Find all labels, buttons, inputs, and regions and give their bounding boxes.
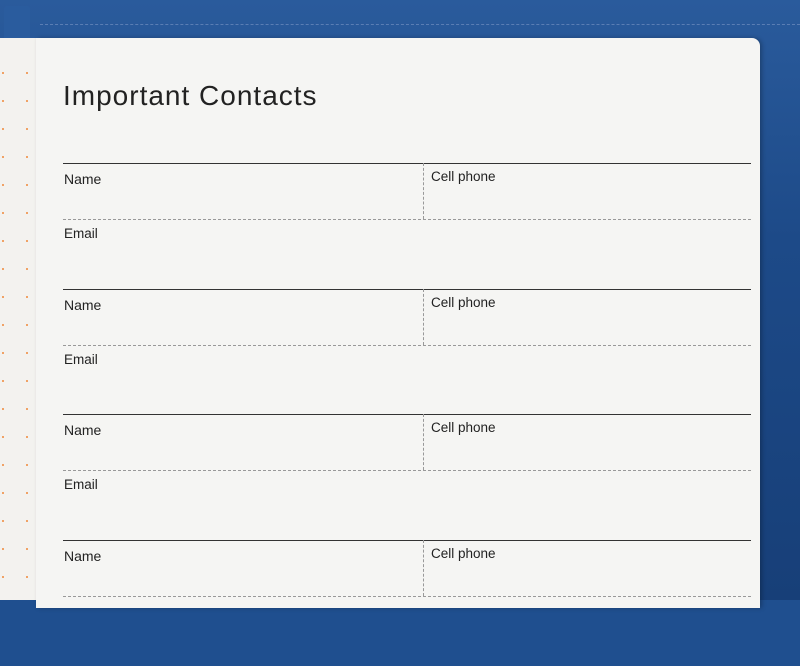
grid-dot bbox=[2, 380, 4, 382]
grid-dot bbox=[26, 268, 28, 270]
cell-phone-field-label[interactable]: Cell phone bbox=[431, 546, 496, 561]
grid-dot bbox=[2, 352, 4, 354]
email-field-label[interactable]: Email bbox=[64, 352, 98, 367]
grid-dot bbox=[2, 408, 4, 410]
page-title: Important Contacts bbox=[63, 80, 318, 111]
contact-entry bbox=[63, 289, 751, 415]
divider bbox=[63, 163, 751, 164]
grid-dot bbox=[2, 240, 4, 242]
grid-dot bbox=[2, 156, 4, 158]
grid-dot bbox=[26, 72, 28, 74]
contact-entry bbox=[63, 540, 751, 666]
divider bbox=[63, 470, 751, 471]
divider bbox=[423, 289, 424, 345]
name-field-label[interactable]: Name bbox=[64, 422, 102, 438]
grid-dot bbox=[2, 520, 4, 522]
grid-dot bbox=[26, 100, 28, 102]
grid-dot bbox=[2, 268, 4, 270]
grid-dot bbox=[26, 324, 28, 326]
grid-dot bbox=[26, 240, 28, 242]
grid-dot bbox=[2, 576, 4, 578]
contact-entry bbox=[63, 414, 751, 540]
divider bbox=[423, 163, 424, 219]
grid-dot bbox=[26, 464, 28, 466]
grid-dot bbox=[2, 464, 4, 466]
grid-dot bbox=[2, 72, 4, 74]
contacts-page bbox=[36, 38, 760, 608]
grid-dot bbox=[2, 184, 4, 186]
cover-stitching bbox=[40, 24, 800, 25]
divider bbox=[63, 414, 751, 415]
email-field-label[interactable]: Email bbox=[64, 477, 98, 492]
grid-dot bbox=[26, 296, 28, 298]
grid-dot bbox=[26, 128, 28, 130]
grid-dot bbox=[2, 492, 4, 494]
divider bbox=[63, 289, 751, 290]
divider bbox=[63, 345, 751, 346]
left-page-dot-grid bbox=[0, 38, 37, 600]
grid-dot bbox=[26, 184, 28, 186]
grid-dot bbox=[2, 100, 4, 102]
grid-dot bbox=[2, 436, 4, 438]
grid-dot bbox=[26, 576, 28, 578]
divider bbox=[423, 414, 424, 470]
name-field-label[interactable]: Name bbox=[64, 297, 102, 313]
grid-dot bbox=[26, 548, 28, 550]
grid-dot bbox=[26, 408, 28, 410]
grid-dot bbox=[26, 380, 28, 382]
grid-dot bbox=[2, 324, 4, 326]
grid-dot bbox=[26, 436, 28, 438]
cell-phone-field-label[interactable]: Cell phone bbox=[431, 420, 496, 435]
email-field-label[interactable]: Email bbox=[64, 226, 98, 241]
grid-dot bbox=[26, 156, 28, 158]
grid-dot bbox=[2, 296, 4, 298]
grid-dot bbox=[2, 548, 4, 550]
grid-dot bbox=[26, 352, 28, 354]
divider bbox=[63, 219, 751, 220]
divider bbox=[63, 540, 751, 541]
name-field-label[interactable]: Name bbox=[64, 548, 102, 564]
cell-phone-field-label[interactable]: Cell phone bbox=[431, 295, 496, 310]
contact-entry bbox=[63, 163, 751, 289]
elastic-strap bbox=[4, 6, 30, 40]
divider bbox=[423, 540, 424, 596]
cell-phone-field-label[interactable]: Cell phone bbox=[431, 169, 496, 184]
grid-dot bbox=[2, 128, 4, 130]
divider bbox=[63, 596, 751, 597]
grid-dot bbox=[26, 520, 28, 522]
name-field-label[interactable]: Name bbox=[64, 171, 102, 187]
grid-dot bbox=[26, 212, 28, 214]
grid-dot bbox=[26, 492, 28, 494]
grid-dot bbox=[2, 212, 4, 214]
